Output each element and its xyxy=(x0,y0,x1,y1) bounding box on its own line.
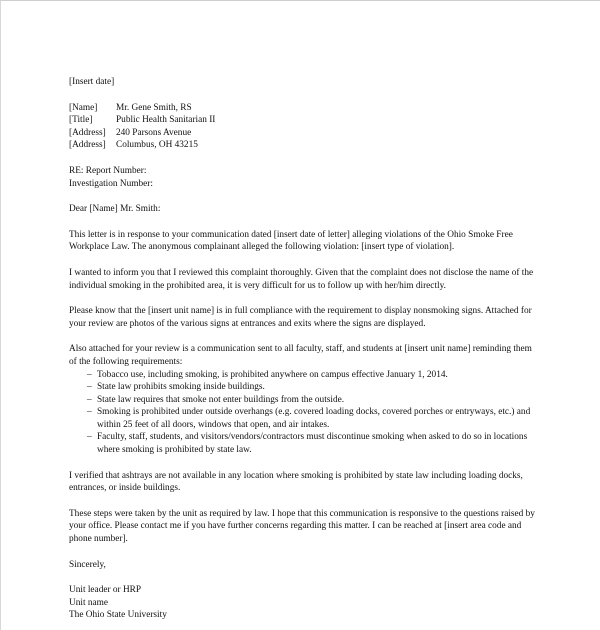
recipient-block xyxy=(69,102,539,152)
list-item-text: Faculty, staff, students, and visitors/vendors/contractors must discontinue smoking when asked to do so in locations where smoking is prohibited by state law. xyxy=(97,432,528,456)
recipient-value: Columbus, OH 43215 xyxy=(116,140,198,151)
list-item-text: State law requires that smoke not enter buildings from the outside. xyxy=(97,394,345,405)
recipient-row xyxy=(69,127,539,140)
recipient-row xyxy=(69,102,539,115)
signature-line: Unit name xyxy=(69,597,108,608)
signature-line: The Ohio State University xyxy=(69,610,167,621)
signature-line: Unit leader or HRP xyxy=(69,585,142,596)
date-placeholder: [Insert date] xyxy=(69,77,115,87)
re-line: RE: Report Number: xyxy=(69,165,147,176)
list-item xyxy=(87,381,539,394)
paragraph-ashtrays: I verified that ashtrays are not available in any location where smoking is prohibited by state law including loading docks, entrances, or inside buildings. xyxy=(69,470,523,494)
list-item-text: Smoking is prohibited under outside overhangs (e.g. covered loading docks, covered porches or entryways, etc.) and within 25 feet of all doors, windows that open, and air intakes. xyxy=(97,407,531,430)
recipient-label: [Address] xyxy=(69,140,106,151)
dash-marker: – xyxy=(87,369,92,380)
paragraph-requirements: Also attached for your review is a communication sent to all faculty, staff, and students at [insert unit name] reminding them of the following requirements: xyxy=(69,344,532,367)
recipient-value: 240 Parsons Avenue xyxy=(116,127,192,138)
list-item xyxy=(87,394,539,407)
list-item-text: State law prohibits smoking inside buildings. xyxy=(97,382,265,393)
list-item xyxy=(87,406,539,431)
recipient-label: [Name] xyxy=(69,102,98,113)
recipient-label: [Address] xyxy=(69,127,106,138)
requirements-list xyxy=(69,369,539,457)
list-item xyxy=(87,431,539,456)
list-item xyxy=(87,369,539,382)
paragraph-signs: Please know that the [insert unit name] is in full compliance with the requirement to display nonsmoking signs. Attached for your review are photos of the various signs at entrances and exits where the signs are displayed. xyxy=(69,306,532,329)
paragraph-contact: These steps were taken by the unit as required by law. I hope that this communication is responsive to the questions raised by your office. Please contact me if you have further concerns regarding this matter. I can be reached at [insert area code and phone number]. xyxy=(69,508,535,545)
recipient-label: [Title] xyxy=(69,115,93,126)
recipient-row xyxy=(69,139,539,152)
recipient-value: Mr. Gene Smith, RS xyxy=(116,102,192,113)
letter-body xyxy=(69,76,539,622)
list-item-text: Tobacco use, including smoking, is prohibited anywhere on campus effective January 1, 2014. xyxy=(97,369,448,380)
recipient-row xyxy=(69,114,539,127)
recipient-value: Public Health Sanitarian II xyxy=(116,115,216,126)
signature-block xyxy=(69,584,539,622)
dash-marker: – xyxy=(87,394,92,405)
dash-marker: – xyxy=(87,382,92,393)
investigation-line: Investigation Number: xyxy=(69,178,153,189)
dash-marker: – xyxy=(87,432,92,443)
dash-marker: – xyxy=(87,407,92,418)
paragraph-complaint: This letter is in response to your communication dated [insert date of letter] alleging violations of the Ohio Smoke Free Workplace Law. The anonymous complainant alleged the following violation: [insert type of violation]. xyxy=(69,229,513,253)
closing: Sincerely, xyxy=(69,559,106,570)
salutation: Dear [Name] Mr. Smith: xyxy=(69,204,161,215)
paragraph-review: I wanted to inform you that I reviewed this complaint thoroughly. Given that the complaint does not disclose the name of the individual smoking in the prohibited area, it is very difficult for us to follow up with her/him directly. xyxy=(69,267,534,291)
